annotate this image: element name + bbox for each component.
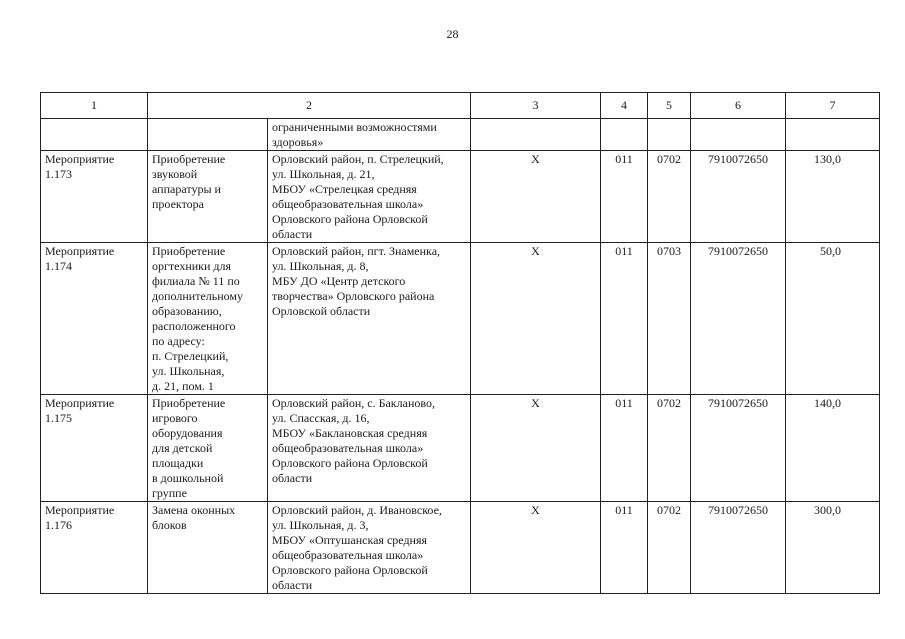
event-cell: Мероприятие 1.174 <box>41 243 148 395</box>
description-cell: Приобретение звуковой аппаратуры и проектора <box>148 151 268 243</box>
col4-cell: 011 <box>601 395 648 502</box>
col4-cell: 011 <box>601 502 648 594</box>
col3-cell: Х <box>471 395 601 502</box>
description-cell: Приобретение игрового оборудования для детской площадки в дошкольной группе <box>148 395 268 502</box>
col3-cell: Х <box>471 151 601 243</box>
address-cell: Орловский район, д. Ивановское, ул. Школьная, д. 3, МБОУ «Оптушанская средняя общеобразовательная школа» Орловского района Орловской области <box>268 502 471 594</box>
col3-cell: Х <box>471 502 601 594</box>
continuation-event-cell <box>41 119 148 151</box>
table-row <box>41 151 880 243</box>
header-col-4: 4 <box>601 93 648 119</box>
col6-cell: 7910072650 <box>691 151 786 243</box>
col4-cell: 011 <box>601 243 648 395</box>
col5-cell: 0702 <box>648 151 691 243</box>
continuation-description-cell <box>148 119 268 151</box>
col7-cell: 140,0 <box>786 395 880 502</box>
description-cell: Замена оконных блоков <box>148 502 268 594</box>
event-cell: Мероприятие 1.175 <box>41 395 148 502</box>
header-col-5: 5 <box>648 93 691 119</box>
page-number: 28 <box>446 27 459 41</box>
table-row <box>41 243 880 395</box>
col6-cell: 7910072650 <box>691 395 786 502</box>
continuation-col6-cell <box>691 119 786 151</box>
header-row <box>41 93 880 119</box>
header-col-1: 1 <box>41 93 148 119</box>
address-cell: Орловский район, с. Бакланово, ул. Спасская, д. 16, МБОУ «Баклановская средняя общеобразовательная школа» Орловского района Орловской области <box>268 395 471 502</box>
header-col-2: 2 <box>148 93 471 119</box>
table-row <box>41 502 880 594</box>
col5-cell: 0702 <box>648 502 691 594</box>
col7-cell: 130,0 <box>786 151 880 243</box>
col5-cell: 0703 <box>648 243 691 395</box>
continuation-col4-cell <box>601 119 648 151</box>
col7-cell: 300,0 <box>786 502 880 594</box>
header-col-3: 3 <box>471 93 601 119</box>
address-cell: Орловский район, п. Стрелецкий, ул. Школьная, д. 21, МБОУ «Стрелецкая средняя общеобразовательная школа» Орловского района Орловской области <box>268 151 471 243</box>
table-row <box>41 395 880 502</box>
continuation-col7-cell <box>786 119 880 151</box>
address-cell: Орловский район, пгт. Знаменка, ул. Школьная, д. 8, МБУ ДО «Центр детского творчества» Орловского района Орловской области <box>268 243 471 395</box>
description-cell: Приобретение оргтехники для филиала № 11 по дополнительному образованию, расположенного по адресу: п. Стрелецкий, ул. Школьная, д. 21, пом. 1 <box>148 243 268 395</box>
col5-cell: 0702 <box>648 395 691 502</box>
continuation-address-cell: ограниченными возможностями здоровья» <box>268 119 471 151</box>
col4-cell: 011 <box>601 151 648 243</box>
continuation-col5-cell <box>648 119 691 151</box>
col7-cell: 50,0 <box>786 243 880 395</box>
col3-cell: Х <box>471 243 601 395</box>
col6-cell: 7910072650 <box>691 243 786 395</box>
header-col-7: 7 <box>786 93 880 119</box>
budget-table <box>40 92 880 594</box>
col6-cell: 7910072650 <box>691 502 786 594</box>
header-col-6: 6 <box>691 93 786 119</box>
continuation-col3-cell <box>471 119 601 151</box>
event-cell: Мероприятие 1.176 <box>41 502 148 594</box>
event-cell: Мероприятие 1.173 <box>41 151 148 243</box>
continuation-row <box>41 119 880 151</box>
